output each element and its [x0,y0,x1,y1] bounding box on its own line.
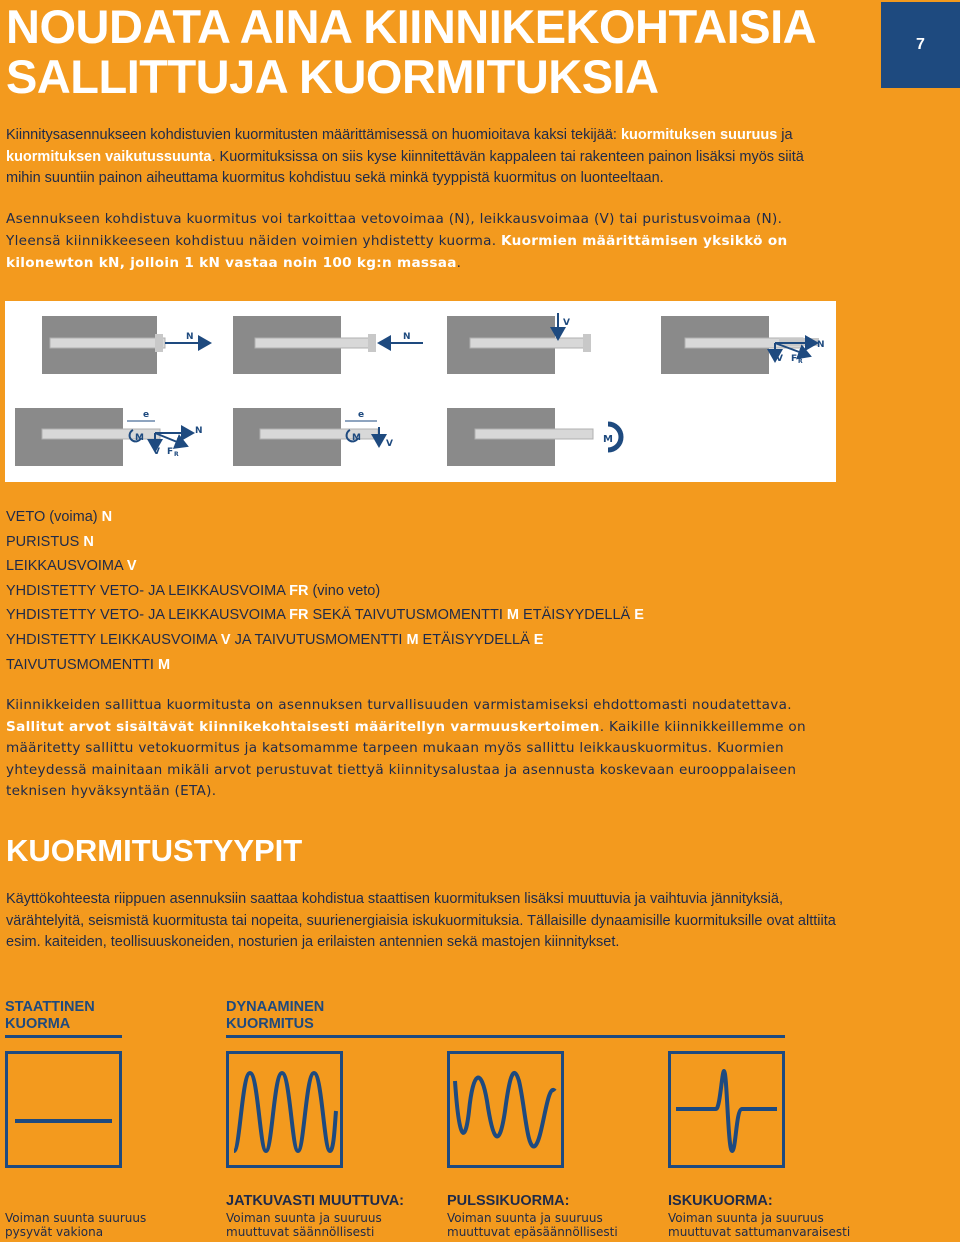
impact-load-graph [668,1051,785,1168]
load-diagram-svg [5,301,836,482]
anchor-nut [155,334,163,352]
svg-text:V: V [153,447,160,457]
card-caption-continuous: Voiman suunta ja suuruus muuttuvat säännöllisesti [226,1211,382,1239]
title-line-1: NOUDATA AINA KIINNIKEKOHTAISIA [6,0,817,53]
safety-paragraph: Kiinnikkeiden sallittua kuormitusta on asennuksen turvallisuuden varmistamiseksi ehdottomasti noudatettava. Sallitut arvot sisältävät kiinnikekohtaisesti määritellyn varmuuskertoimen. Kaikille kiinnikkeillemme on määritetty sallittu vetokuormitus ja katsomamme tarpeen mukaan myös sallittu leikkauskuormitus. Kuormien yhteydessä mainitaan mikäli arvot perustuvat tiettyä kiinnitysalustaa ja asennusta koskevaan eurooppalaiseen teknisen hyväksyntään (ETA). [6,697,806,799]
diagram-shear [447,313,591,374]
svg-text:R: R [174,451,179,458]
list-item: YHDISTETTY VETO- JA LEIKKAUSVOIMA FR (vino veto) [6,582,381,599]
static-load-graph [5,1051,122,1168]
svg-text:F: F [167,447,174,457]
svg-text:M: M [352,433,361,443]
title-line-2: SALLITTUJA KUORMITUKSIA [6,50,659,103]
emphasis-magnitude: kuormituksen suuruus [620,127,778,143]
svg-text:F: F [791,354,798,364]
dynamic-underline [226,1035,785,1038]
card-heading-impact: ISKUKUORMA: [668,1193,773,1209]
intro-paragraph-2: Asennukseen kohdistuva kuormitus voi tarkoittaa vetovoimaa (N), leikkausvoimaa (V) tai puristusvoimaa (N). Yleensä kiinnikkeeseen kohdistuu näiden voimien yhdistetty kuorma. Kuormien määrittämisen yksikkö on kilonewton kN, jolloin 1 kN vastaa noin 100 kg:n massaa. [6,211,788,271]
static-underline [5,1035,122,1038]
svg-text:e: e [358,410,365,420]
section-heading-load-types: KUORMITUSTYYPIT [6,833,303,868]
pulse-load-graph [447,1051,564,1168]
svg-text:V: V [563,318,570,328]
diagram-shear-with-moment [233,408,393,466]
svg-text:V: V [386,439,393,449]
anchor-bolt [50,338,165,348]
load-types-paragraph: Käyttökohteesta riippuen asennuksiin saattaa kohdistua staattisen kuormituksen lisäksi muuttuvia ja vaihtuvia jännityksiä, värähtelyitä, seismistä kuormitusta tai nopeita, suurienergiaisia iskukuormituksia. Tällaisille dynaamisille kuormituksille ovat alttiita esim. kaiteiden, teollisuuskoneiden, nosturien ja erilaisten antennien sekä mastojen kiinnitykset. [6,891,836,950]
diagram-tension [42,316,210,374]
diagram-oblique-with-moment [15,408,203,466]
svg-text:M: M [603,434,613,445]
card-heading-pulse: PULSSIKUORMA: [447,1193,570,1209]
page-number: 7 [916,36,925,53]
page-number-box [881,2,960,88]
emphasis-safety-factor: Sallitut arvot sisältävät kiinnikekohtaisesti määritellyn varmuuskertoimen [6,718,600,735]
svg-text:N: N [403,332,411,342]
list-item: VETO (voima) N [6,509,113,525]
svg-text:V: V [776,354,783,364]
card-caption-static: Voiman suunta suuruus pysyvät vakiona [5,1211,147,1239]
static-load-label: STAATTINEN KUORMA [5,999,95,1032]
svg-text:M: M [135,433,144,443]
emphasis-unit: Kuormien määrittämisen yksikkö on kilonewton kN, jolloin 1 kN vastaa noin 100 kg:n massaa [6,233,788,271]
list-item: LEIKKAUSVOIMA V [6,558,137,575]
load-type-list [6,505,644,677]
list-item: TAIVUTUSMOMENTTI M [6,656,171,673]
svg-text:N: N [186,332,194,342]
svg-text:R: R [798,358,803,365]
svg-text:N: N [195,426,203,436]
emphasis-direction: kuormituksen vaikutussuunta [6,148,212,165]
card-caption-pulse: Voiman suunta ja suuruus muuttuvat epäsäännöllisesti [447,1211,618,1239]
dynamic-load-label: DYNAAMINEN KUORMITUS [226,999,325,1032]
svg-text:N: N [817,340,825,350]
load-direction-diagrams [5,301,836,482]
list-item: YHDISTETTY LEIKKAUSVOIMA V JA TAIVUTUSMOMENTTI M ETÄISYYDELLÄ E [6,631,544,648]
page-title [6,2,816,102]
diagram-compression [233,316,423,374]
card-caption-impact: Voiman suunta ja suuruus muuttuvat sattumanvaraisesti [668,1211,851,1239]
diagram-bending-moment [447,408,621,466]
diagram-oblique-tension [661,316,825,374]
list-item: YHDISTETTY VETO- JA LEIKKAUSVOIMA FR SEKÄ TAIVUTUSMOMENTTI M ETÄISYYDELLÄ E [6,607,644,624]
intro-paragraph-1: Kiinnitysasennukseen kohdistuvien kuormitusten määrittämisessä on huomioitava kaksi tekijää: kuormituksen suuruus ja kuormituksen vaikutussuunta. Kuormituksissa on siis kyse kiinnitettävän kappaleen tai rakenteen painon lisäksi myös siitä mihin suuntiin painon aiheuttama kuormitus kohdistuu sekä minkä tyyppistä kuormitus on luonteeltaan. [6,127,804,186]
card-heading-continuous: JATKUVASTI MUUTTUVA: [226,1193,405,1209]
list-item: PURISTUS N [6,533,94,550]
svg-text:e: e [143,410,150,420]
continuous-load-graph [226,1051,343,1168]
